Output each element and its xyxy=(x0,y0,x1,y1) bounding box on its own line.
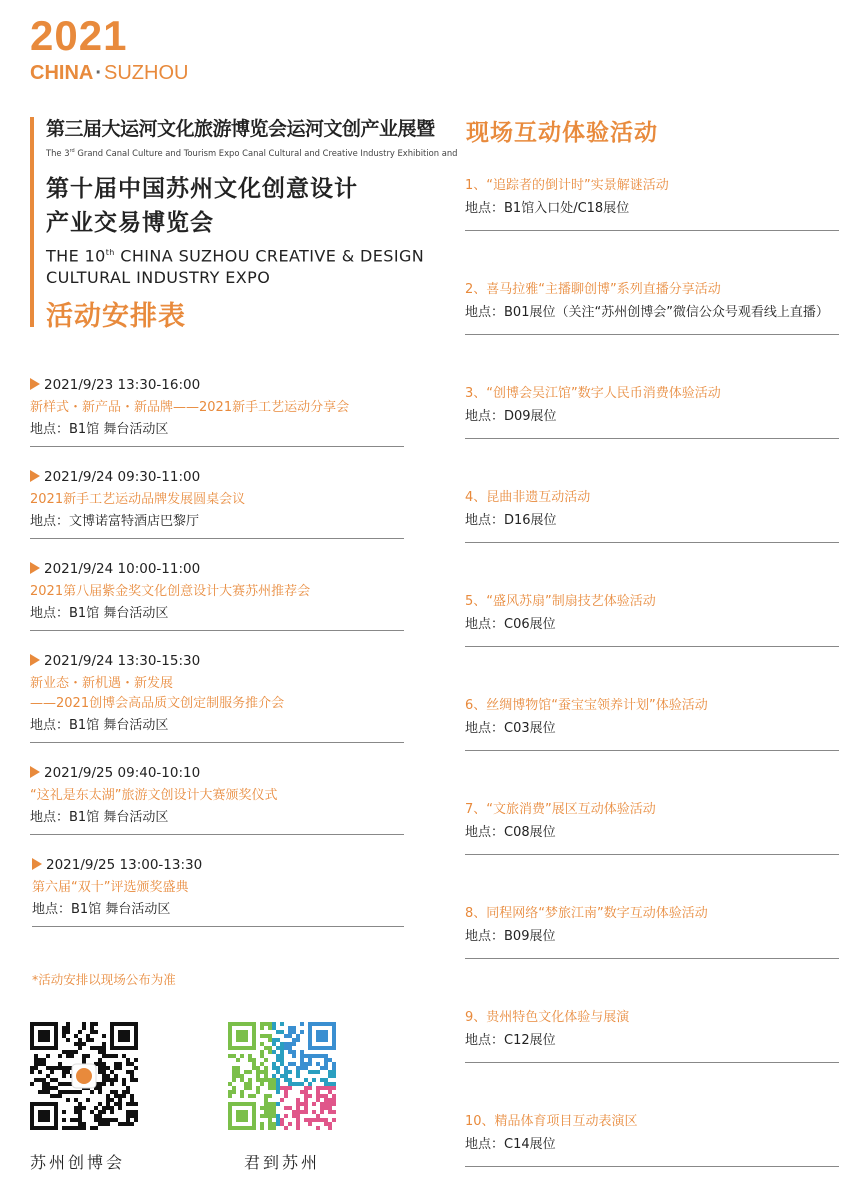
activity-item xyxy=(465,1112,839,1204)
schedule-item xyxy=(30,641,404,743)
schedule-time: 2021/9/24 10:00-11:00 xyxy=(30,559,404,579)
activity-name: 6、丝绸博物馆“蚕宝宝领养计划”体验活动 xyxy=(465,698,708,713)
activity-name: 9、贵州特色文化体验与展演 xyxy=(465,1010,630,1025)
activity-item xyxy=(465,904,839,1008)
activity-item xyxy=(465,488,839,592)
activity-location: 地点：B1馆入口处/C18展位 xyxy=(465,201,630,216)
schedule-item xyxy=(30,457,404,539)
activity-location: 地点：C06展位 xyxy=(465,617,556,632)
activity-item xyxy=(465,592,839,696)
activities-title: 现场互动体验活动 xyxy=(466,120,658,146)
activity-name: 2、喜马拉雅“主播聊创博”系列直播分享活动 xyxy=(465,282,721,297)
schedule-time: 2021/9/24 09:30-11:00 xyxy=(30,467,404,487)
schedule-item xyxy=(32,845,404,927)
activity-name: 3、“创博会吴江馆”数字人民币消费体验活动 xyxy=(465,386,721,401)
activity-divider xyxy=(465,438,839,439)
expo-title-en-1: The 3rd Grand Canal Culture and Tourism Expo Canal Cultural and Creative Industry Exhibition and xyxy=(46,148,458,158)
schedule-item xyxy=(30,549,404,631)
schedule-event-name: 2021新手工艺运动品牌发展圆桌会议 xyxy=(30,492,246,507)
schedule-time: 2021/9/25 09:40-10:10 xyxy=(30,763,404,783)
activity-divider xyxy=(465,750,839,751)
expo-title-cn-2: 第十届中国苏州文化创意设计 产业交易博览会 xyxy=(46,176,358,236)
activity-location: 地点：C12展位 xyxy=(465,1033,556,1048)
schedule-event-name: ——2021创博会高品质文创定制服务推介会 xyxy=(30,696,285,711)
city-heading xyxy=(30,62,188,85)
activity-divider xyxy=(465,958,839,959)
schedule-location: 地点：B1馆 舞台活动区 xyxy=(30,606,169,621)
schedule-list xyxy=(30,375,404,927)
qr-label-jundao-suzhou: 君到苏州 xyxy=(244,1153,321,1172)
schedule-location: 地点：B1馆 舞台活动区 xyxy=(30,718,169,733)
schedule-event-name: 新样式・新产品・新品牌——2021新手工艺运动分享会 xyxy=(30,400,350,415)
activity-divider xyxy=(465,646,839,647)
schedule-location: 地点：B1馆 舞台活动区 xyxy=(32,902,171,917)
activity-item xyxy=(465,280,839,384)
activity-divider xyxy=(465,542,839,543)
qr-label-suzhou-expo: 苏州创博会 xyxy=(30,1153,126,1172)
activity-location: 地点：D09展位 xyxy=(465,409,557,424)
year-heading: 2021 xyxy=(30,12,128,59)
title-accent-bar xyxy=(30,117,34,327)
activity-location: 地点：C14展位 xyxy=(465,1137,556,1152)
triangle-bullet-icon xyxy=(30,378,40,390)
schedule-item xyxy=(30,753,404,835)
activity-location: 地点：B01展位（关注“苏州创博会”微信公众号观看线上直播） xyxy=(465,305,829,320)
schedule-location: 地点：B1馆 舞台活动区 xyxy=(30,422,169,437)
schedule-event-name: 新业态・新机遇・新发展 xyxy=(30,676,174,691)
activities-list xyxy=(465,176,839,1204)
schedule-time: 2021/9/24 13:30-15:30 xyxy=(30,651,404,671)
schedule-event-name: 第六届“双十”评选颁奖盛典 xyxy=(32,880,189,895)
activity-item xyxy=(465,384,839,488)
expo-title-en-2: THE 10th CHINA SUZHOU CREATIVE & DESIGN CULTURAL INDUSTRY EXPO xyxy=(46,246,425,288)
qr-code-suzhou-expo xyxy=(30,1022,138,1130)
schedule-location: 地点：B1馆 舞台活动区 xyxy=(30,810,169,825)
activity-name: 10、精品体育项目互动表演区 xyxy=(465,1114,638,1129)
activity-location: 地点：C08展位 xyxy=(465,825,556,840)
activity-divider xyxy=(465,854,839,855)
activity-item xyxy=(465,176,839,280)
expo-title-cn-1: 第三届大运河文化旅游博览会运河文创产业展暨 xyxy=(46,118,435,140)
activity-name: 8、同程网络“梦旅江南”数字互动体验活动 xyxy=(465,906,708,921)
triangle-bullet-icon xyxy=(30,470,40,482)
triangle-bullet-icon xyxy=(30,766,40,778)
activity-item xyxy=(465,800,839,904)
activity-divider xyxy=(465,1062,839,1063)
schedule-time: 2021/9/25 13:00-13:30 xyxy=(32,855,404,875)
activity-item xyxy=(465,696,839,800)
activity-location: 地点：B09展位 xyxy=(465,929,556,944)
activity-divider xyxy=(465,334,839,335)
schedule-time: 2021/9/23 13:30-16:00 xyxy=(30,375,404,395)
activity-divider xyxy=(465,1166,839,1167)
schedule-event-name: 2021第八届紫金奖文化创意设计大赛苏州推荐会 xyxy=(30,584,311,599)
activity-location: 地点：C03展位 xyxy=(465,721,556,736)
schedule-event-name: “这礼是东太湖”旅游文创设计大赛颁奖仪式 xyxy=(30,788,278,803)
activity-divider xyxy=(465,230,839,231)
activity-item xyxy=(465,1008,839,1112)
activity-name: 1、“追踪者的倒计时”实景解谜活动 xyxy=(465,178,669,193)
city-left: CHINA xyxy=(30,62,94,84)
activity-name: 7、“文旅消费”展区互动体验活动 xyxy=(465,802,656,817)
schedule-item xyxy=(30,375,404,447)
city-right: SUZHOU xyxy=(104,62,189,84)
schedule-note: *活动安排以现场公布为准 xyxy=(32,972,176,987)
qr-code-jundao-suzhou xyxy=(228,1022,336,1130)
triangle-bullet-icon xyxy=(32,858,42,870)
triangle-bullet-icon xyxy=(30,654,40,666)
activity-name: 5、“盛风苏扇”制扇技艺体验活动 xyxy=(465,594,656,609)
activity-location: 地点：D16展位 xyxy=(465,513,557,528)
schedule-location: 地点：文博诺富特酒店巴黎厅 xyxy=(30,514,200,529)
city-separator: · xyxy=(95,62,103,84)
triangle-bullet-icon xyxy=(30,562,40,574)
schedule-title: 活动安排表 xyxy=(46,301,186,332)
activity-name: 4、昆曲非遗互动活动 xyxy=(465,490,591,505)
